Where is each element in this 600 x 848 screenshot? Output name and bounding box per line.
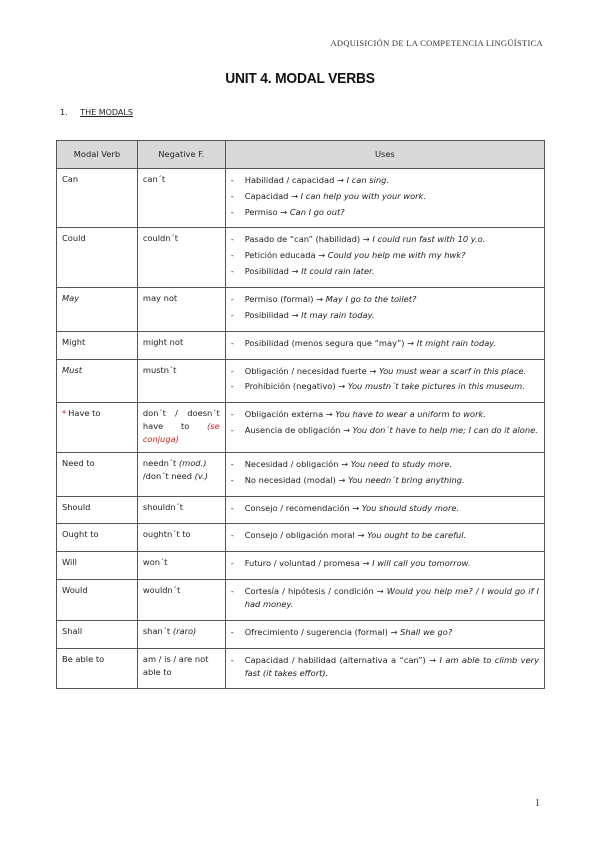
use-description: Posibilidad → <box>244 309 302 320</box>
use-example: You have to wear a uniform to work. <box>335 409 486 420</box>
use-example: You should study more. <box>361 502 460 513</box>
uses-cell <box>225 648 544 689</box>
negative-form: oughtn´t to <box>142 529 191 540</box>
modal-verb-cell <box>57 524 138 552</box>
use-description: Consejo / obligación moral → <box>244 530 368 541</box>
table-row <box>57 359 545 403</box>
use-description: No necesidad (modal) → <box>244 474 349 485</box>
use-description: Permiso → <box>244 206 290 217</box>
use-item <box>231 424 539 437</box>
table-row <box>57 524 545 552</box>
use-item <box>231 233 539 246</box>
use-example: You ought to be careful. <box>367 530 467 541</box>
use-item <box>231 206 539 219</box>
table-row <box>57 168 545 228</box>
negative-form-cell <box>137 648 225 689</box>
uses-cell <box>225 552 544 580</box>
negative-form: am / is / are not able to <box>142 653 209 677</box>
use-item <box>231 249 539 262</box>
use-item <box>231 585 539 611</box>
header-negative-form: Negative F. <box>137 141 225 169</box>
negative-form-cell <box>137 620 225 648</box>
table-row <box>57 552 545 580</box>
running-header: ADQUISICIÓN DE LA COMPETENCIA LINGÜÍSTICA <box>330 38 543 48</box>
negative-form: don´t / doesn´t have to <box>142 408 220 432</box>
negative-form-cell <box>137 452 225 496</box>
uses-cell <box>225 496 544 524</box>
negative-form-cell <box>137 359 225 403</box>
use-item <box>231 529 539 542</box>
uses-list <box>231 626 539 639</box>
use-example: It may rain today. <box>301 309 375 320</box>
negative-form: may not <box>142 293 178 304</box>
use-example: I will call you tomorrow. <box>372 558 471 569</box>
use-description: Obligación externa → <box>244 409 336 420</box>
use-item <box>231 626 539 639</box>
use-item <box>231 190 539 203</box>
negative-form-alt-note: (v.) <box>194 470 209 481</box>
negative-form: mustn´t <box>142 364 177 375</box>
negative-form-alt: /don´t need <box>142 470 193 481</box>
negative-form: shouldn´t <box>142 501 184 512</box>
page-number: 1 <box>535 798 540 809</box>
negative-form-cell <box>137 403 225 453</box>
modal-verb: Would <box>62 585 88 596</box>
uses-cell <box>225 331 544 359</box>
use-example: May I go to the toilet? <box>325 294 417 305</box>
modal-verb: Can <box>62 173 79 184</box>
uses-cell <box>225 524 544 552</box>
use-example: You don´t have to help me; I can do it alone. <box>352 425 538 436</box>
use-description: Posibilidad → <box>244 266 302 277</box>
modal-verb: Could <box>62 233 86 244</box>
modal-verb: Be able to <box>62 653 105 664</box>
use-item <box>231 265 539 278</box>
header-uses: Uses <box>225 141 544 169</box>
modal-verb: Need to <box>62 457 95 468</box>
modal-verb-cell <box>57 648 138 689</box>
use-description: Ausencia de obligación → <box>244 425 353 436</box>
uses-cell <box>225 452 544 496</box>
uses-cell <box>225 620 544 648</box>
use-item <box>231 458 539 471</box>
uses-list <box>231 233 539 278</box>
negative-form-cell <box>137 228 225 288</box>
uses-cell <box>225 580 544 621</box>
use-example: It could rain later. <box>301 266 375 277</box>
uses-cell <box>225 168 544 228</box>
negative-form: couldn´t <box>142 233 178 244</box>
negative-form-cell <box>137 331 225 359</box>
uses-list <box>231 365 539 394</box>
modal-verb: Have to <box>68 408 101 419</box>
modal-verb: Should <box>62 501 91 512</box>
use-description: Prohibición (negativo) → <box>244 381 348 392</box>
modal-verb-cell <box>57 403 138 453</box>
modal-verb-cell <box>57 288 138 332</box>
negative-form-note: (raro) <box>172 625 197 636</box>
uses-list <box>231 408 539 437</box>
negative-form-cell <box>137 496 225 524</box>
section-title: THE MODALS <box>80 108 133 117</box>
use-item <box>231 174 539 187</box>
use-example: You mustn´t take pictures in this museum. <box>347 381 525 392</box>
negative-form-cell <box>137 168 225 228</box>
use-example: I can help you with your work. <box>300 190 427 201</box>
modal-verb: Shall <box>62 625 83 636</box>
use-description: Cortesía / hipótesis / condición → <box>244 586 387 597</box>
uses-cell <box>225 403 544 453</box>
table-row <box>57 496 545 524</box>
modal-verb-cell <box>57 331 138 359</box>
table-row <box>57 620 545 648</box>
use-description: Futuro / voluntad / promesa → <box>244 558 373 569</box>
table-row <box>57 331 545 359</box>
use-description: Pasado de “can” (habilidad) → <box>244 234 373 245</box>
uses-list <box>231 557 539 570</box>
table-row <box>57 288 545 332</box>
modal-verb-cell <box>57 359 138 403</box>
table-row <box>57 403 545 453</box>
modal-verb: Ought to <box>62 529 99 540</box>
uses-list <box>231 654 539 680</box>
use-example: You need to study more. <box>350 458 453 469</box>
use-description: Obligación / necesidad fuerte → <box>244 365 379 376</box>
use-example: I can sing. <box>346 174 390 185</box>
use-item <box>231 654 539 680</box>
uses-list <box>231 293 539 322</box>
use-example: Could you help me with my hwk? <box>327 250 466 261</box>
modal-verb-cell <box>57 228 138 288</box>
use-item <box>231 502 539 515</box>
negative-form-cell <box>137 288 225 332</box>
negative-form-cell <box>137 524 225 552</box>
use-description: Habilidad / capacidad → <box>244 174 347 185</box>
use-description: Capacidad → <box>244 190 301 201</box>
use-description: Capacidad / habilidad (alternativa a “can”) → <box>244 654 440 665</box>
modal-verb-cell <box>57 580 138 621</box>
modal-verb-cell <box>57 452 138 496</box>
use-example: Can I go out? <box>289 206 345 217</box>
negative-form: wouldn´t <box>142 585 181 596</box>
modal-verb: Will <box>62 557 77 568</box>
use-item <box>231 309 539 322</box>
negative-form-note: (se conjuga) <box>142 421 220 445</box>
table-row <box>57 648 545 689</box>
section-number: 1. <box>60 108 68 117</box>
negative-form-cell <box>137 552 225 580</box>
uses-list <box>231 174 539 219</box>
modal-verb: Might <box>62 336 86 347</box>
uses-cell <box>225 288 544 332</box>
negative-form-cell <box>137 580 225 621</box>
use-example: It might rain today. <box>416 337 497 348</box>
use-example: You must wear a scarf in this place. <box>378 365 527 376</box>
uses-list <box>231 585 539 611</box>
use-item <box>231 408 539 421</box>
use-item <box>231 365 539 378</box>
use-description: Petición educada → <box>244 250 328 261</box>
use-item <box>231 293 539 306</box>
table-row <box>57 228 545 288</box>
use-description: Necesidad / obligación → <box>244 458 351 469</box>
table-body <box>57 168 545 689</box>
modal-verb: Must <box>62 364 82 375</box>
use-example: Shall we go? <box>400 626 453 637</box>
uses-list <box>231 337 539 350</box>
uses-cell <box>225 228 544 288</box>
negative-form: shan´t <box>142 625 171 636</box>
negative-form: might not <box>142 336 184 347</box>
uses-list <box>231 458 539 487</box>
use-description: Permiso (formal) → <box>244 294 326 305</box>
uses-list <box>231 529 539 542</box>
use-example: I am able to climb very fast (it takes effort). <box>244 654 540 678</box>
asterisk-mark: * <box>62 408 67 419</box>
uses-list <box>231 502 539 515</box>
modal-verbs-table <box>56 140 545 689</box>
modal-verb-cell <box>57 168 138 228</box>
uses-cell <box>225 359 544 403</box>
use-example: Would you help me? / I would go if I had money. <box>244 586 539 610</box>
use-description: Consejo / recomendación → <box>244 502 362 513</box>
modal-verb-cell <box>57 496 138 524</box>
negative-form: can´t <box>142 173 166 184</box>
header-modal-verb: Modal Verb <box>57 141 138 169</box>
modal-verb: May <box>62 293 80 304</box>
negative-form: won´t <box>142 557 168 568</box>
use-example: I could run fast with 10 y.o. <box>372 234 486 245</box>
table-header-row <box>57 141 545 169</box>
use-description: Ofrecimiento / sugerencia (formal) → <box>244 626 401 637</box>
use-item <box>231 337 539 350</box>
use-description: Posibilidad (menos segura que “may”) → <box>244 337 417 348</box>
page-title: UNIT 4. MODAL VERBS <box>225 70 375 87</box>
section-heading <box>60 108 133 117</box>
use-item <box>231 380 539 393</box>
modal-verb-cell <box>57 552 138 580</box>
table-row <box>57 580 545 621</box>
use-example: You needn´t bring anything. <box>348 474 465 485</box>
use-item <box>231 557 539 570</box>
table-row <box>57 452 545 496</box>
negative-form: needn´t <box>142 457 177 468</box>
modal-verb-cell <box>57 620 138 648</box>
negative-form-note: (mod.) <box>178 457 207 468</box>
use-item <box>231 474 539 487</box>
